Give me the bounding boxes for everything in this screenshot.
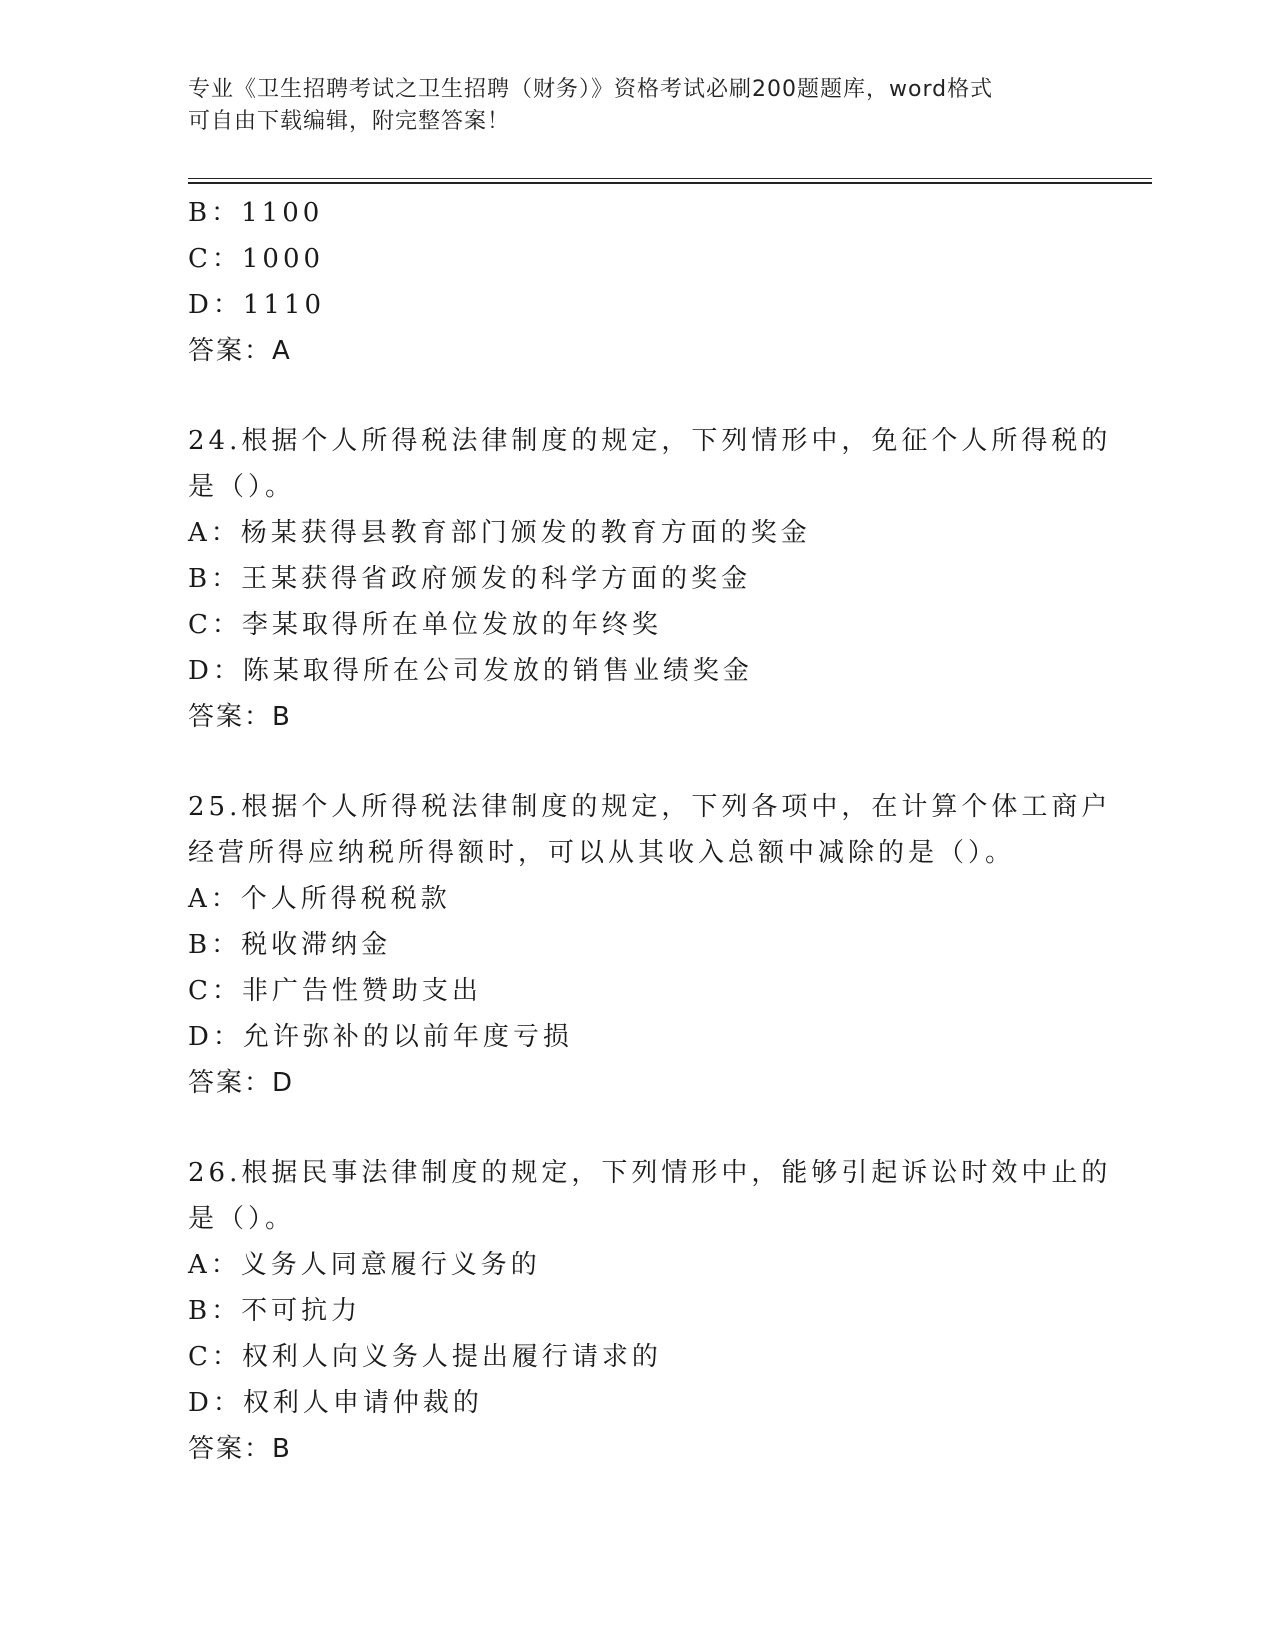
spacer bbox=[188, 740, 1152, 784]
option-b: B：不可抗力 bbox=[188, 1296, 362, 1326]
question-block-25 bbox=[188, 784, 1152, 1106]
question-stem-line: 26.根据民事法律制度的规定，下列情形中，能够引起诉讼时效中止的 bbox=[188, 1158, 1112, 1188]
answer-line: 答案：B bbox=[188, 702, 292, 732]
question-stem bbox=[188, 784, 1152, 876]
option-c: C：李某取得所在单位发放的年终奖 bbox=[188, 610, 662, 640]
header-divider-thin bbox=[188, 178, 1152, 179]
spacer bbox=[188, 1106, 1152, 1150]
question-list bbox=[188, 190, 1152, 1472]
answer-line: 答案：B bbox=[188, 1434, 292, 1464]
option-d: D：允许弥补的以前年度亏损 bbox=[188, 1022, 573, 1052]
header-divider-thick bbox=[188, 182, 1152, 184]
option-a: A：个人所得税税款 bbox=[188, 884, 451, 914]
option-d: D：权利人申请仲裁的 bbox=[188, 1388, 483, 1418]
document-header bbox=[188, 74, 1068, 138]
option-a: A：杨某获得县教育部门颁发的教育方面的奖金 bbox=[188, 518, 811, 548]
question-stem-line: 是（）。 bbox=[188, 1204, 296, 1234]
header-title-line-1: 专业《卫生招聘考试之卫生招聘（财务）》资格考试必刷200题题库，word格式 bbox=[188, 77, 994, 102]
header-title-line-2: 可自由下载编辑，附完整答案！ bbox=[188, 109, 511, 134]
question-stem-line: 经营所得应纳税所得额时，可以从其收入总额中减除的是（）。 bbox=[188, 838, 1016, 868]
option-d: D：1110 bbox=[188, 290, 326, 320]
answer-line: 答案：D bbox=[188, 1068, 295, 1098]
question-stem-line: 24.根据个人所得税法律制度的规定，下列情形中，免征个人所得税的 bbox=[188, 426, 1112, 456]
question-block-26 bbox=[188, 1150, 1152, 1472]
option-b: B：税收滞纳金 bbox=[188, 930, 392, 960]
option-c: C：权利人向义务人提出履行请求的 bbox=[188, 1342, 662, 1372]
option-b: B：1100 bbox=[188, 198, 324, 228]
option-a: A：义务人同意履行义务的 bbox=[188, 1250, 541, 1280]
option-c: C：1000 bbox=[188, 244, 325, 274]
question-stem bbox=[188, 418, 1152, 510]
option-c: C：非广告性赞助支出 bbox=[188, 976, 482, 1006]
question-block-continued bbox=[188, 190, 1152, 374]
question-stem-line: 是（）。 bbox=[188, 472, 296, 502]
question-block-24 bbox=[188, 418, 1152, 740]
question-stem bbox=[188, 1150, 1152, 1242]
spacer bbox=[188, 374, 1152, 418]
option-b: B：王某获得省政府颁发的科学方面的奖金 bbox=[188, 564, 752, 594]
question-stem-line: 25.根据个人所得税法律制度的规定，下列各项中，在计算个体工商户 bbox=[188, 792, 1112, 822]
answer-line: 答案：A bbox=[188, 336, 292, 366]
option-d: D：陈某取得所在公司发放的销售业绩奖金 bbox=[188, 656, 753, 686]
